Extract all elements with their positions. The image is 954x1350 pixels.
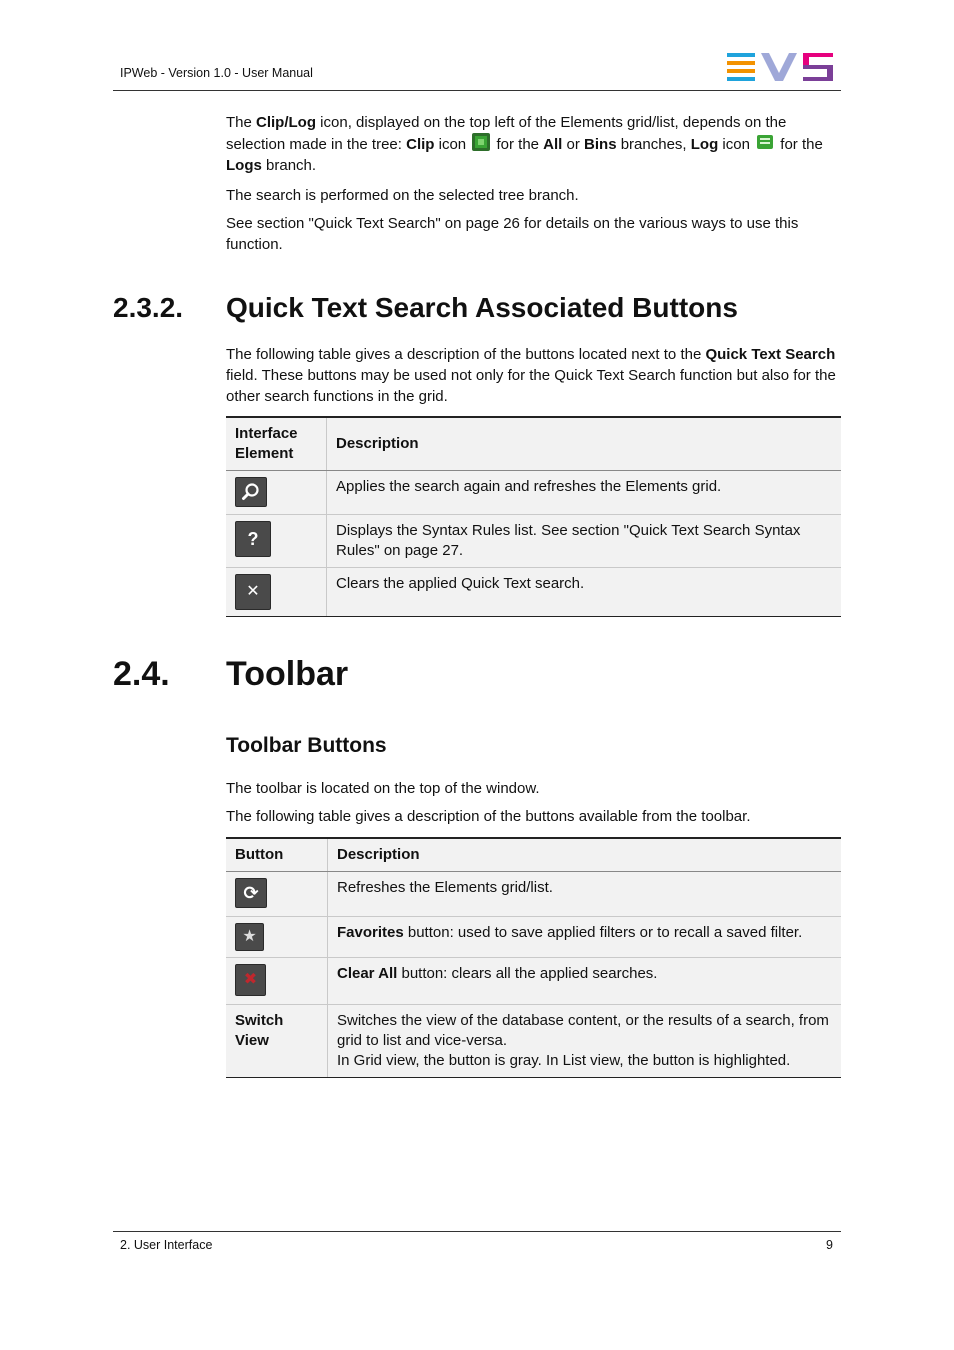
- row-description: Favorites button: used to save applied filters or to recall a saved filter.: [328, 917, 842, 958]
- intro-paragraph-2: The search is performed on the selected tree branch.: [226, 187, 579, 204]
- section-number-2-3-2: 2.3.2.: [113, 292, 184, 323]
- toolbar-buttons-table: [226, 837, 841, 1078]
- column-header-description: Description: [328, 838, 842, 872]
- toolbar-paragraph-2: The following table gives a description of the buttons available from the toolbar.: [226, 808, 751, 825]
- row-description: Clear All button: clears all the applied searches.: [328, 958, 842, 1005]
- section-title-2-4: Toolbar: [226, 655, 349, 693]
- table-row: [226, 471, 841, 515]
- toolbar-paragraph-1: The toolbar is located on the top of the window.: [226, 780, 540, 797]
- row-label-switch-view: Switch View: [226, 1005, 328, 1078]
- table-header-row: [226, 417, 841, 471]
- refresh-icon: ⟳: [235, 878, 267, 908]
- header-title: IPWeb - Version 1.0 - User Manual: [120, 66, 313, 80]
- table-header-row: [226, 838, 841, 872]
- table-row: [226, 1005, 841, 1078]
- quick-search-buttons-table: [226, 416, 841, 617]
- clear-all-icon: ✖: [235, 964, 266, 996]
- row-description: Refreshes the Elements grid/list.: [328, 872, 842, 917]
- help-icon: ?: [235, 521, 271, 557]
- intro-paragraph-1: The Clip/Log icon, displayed on the top left of the Elements grid/list, depends on the selection made in the tree: Clip icon for the All or Bins branches, Log icon for the Logs branch.: [226, 114, 823, 174]
- footer-chapter: 2. User Interface: [120, 1238, 213, 1252]
- log-icon: [756, 133, 774, 151]
- section-number-2-4: 2.4.: [113, 655, 170, 693]
- footer-rule: [113, 1231, 841, 1232]
- close-icon: ✕: [235, 574, 271, 610]
- table-row: [226, 872, 841, 917]
- row-description: Displays the Syntax Rules list. See section "Quick Text Search Syntax Rules" on page 27.: [327, 515, 842, 568]
- search-icon: [235, 477, 267, 507]
- column-header-description: Description: [327, 417, 842, 471]
- footer-page-number: 9: [826, 1238, 833, 1252]
- subsection-title-toolbar-buttons: Toolbar Buttons: [226, 734, 387, 757]
- evs-logo: [727, 53, 833, 81]
- row-description: Switches the view of the database content, or the results of a search, from grid to list and vice-versa. In Grid view, the button is gray. In List view, the button is highlighted.: [328, 1005, 842, 1078]
- table-row: [226, 958, 841, 1005]
- header-rule: [113, 90, 841, 91]
- section-title-2-3-2: Quick Text Search Associated Buttons: [226, 292, 738, 323]
- column-header-button: Button: [226, 838, 328, 872]
- section-2-3-2-intro: The following table gives a description of the buttons located next to the Quick Text Search field. These buttons may be used not only for the Quick Text Search function but also for the other search functions in the grid.: [226, 346, 836, 405]
- star-icon: ★: [235, 923, 264, 951]
- row-description: Applies the search again and refreshes the Elements grid.: [327, 471, 842, 515]
- table-row: [226, 515, 841, 568]
- table-row: [226, 917, 841, 958]
- intro-paragraph-3: See section "Quick Text Search" on page 26 for details on the various ways to use this function.: [226, 215, 799, 253]
- table-row: [226, 568, 841, 617]
- column-header-interface-element: Interface Element: [226, 417, 327, 471]
- clip-icon: [472, 133, 490, 151]
- row-description: Clears the applied Quick Text search.: [327, 568, 842, 617]
